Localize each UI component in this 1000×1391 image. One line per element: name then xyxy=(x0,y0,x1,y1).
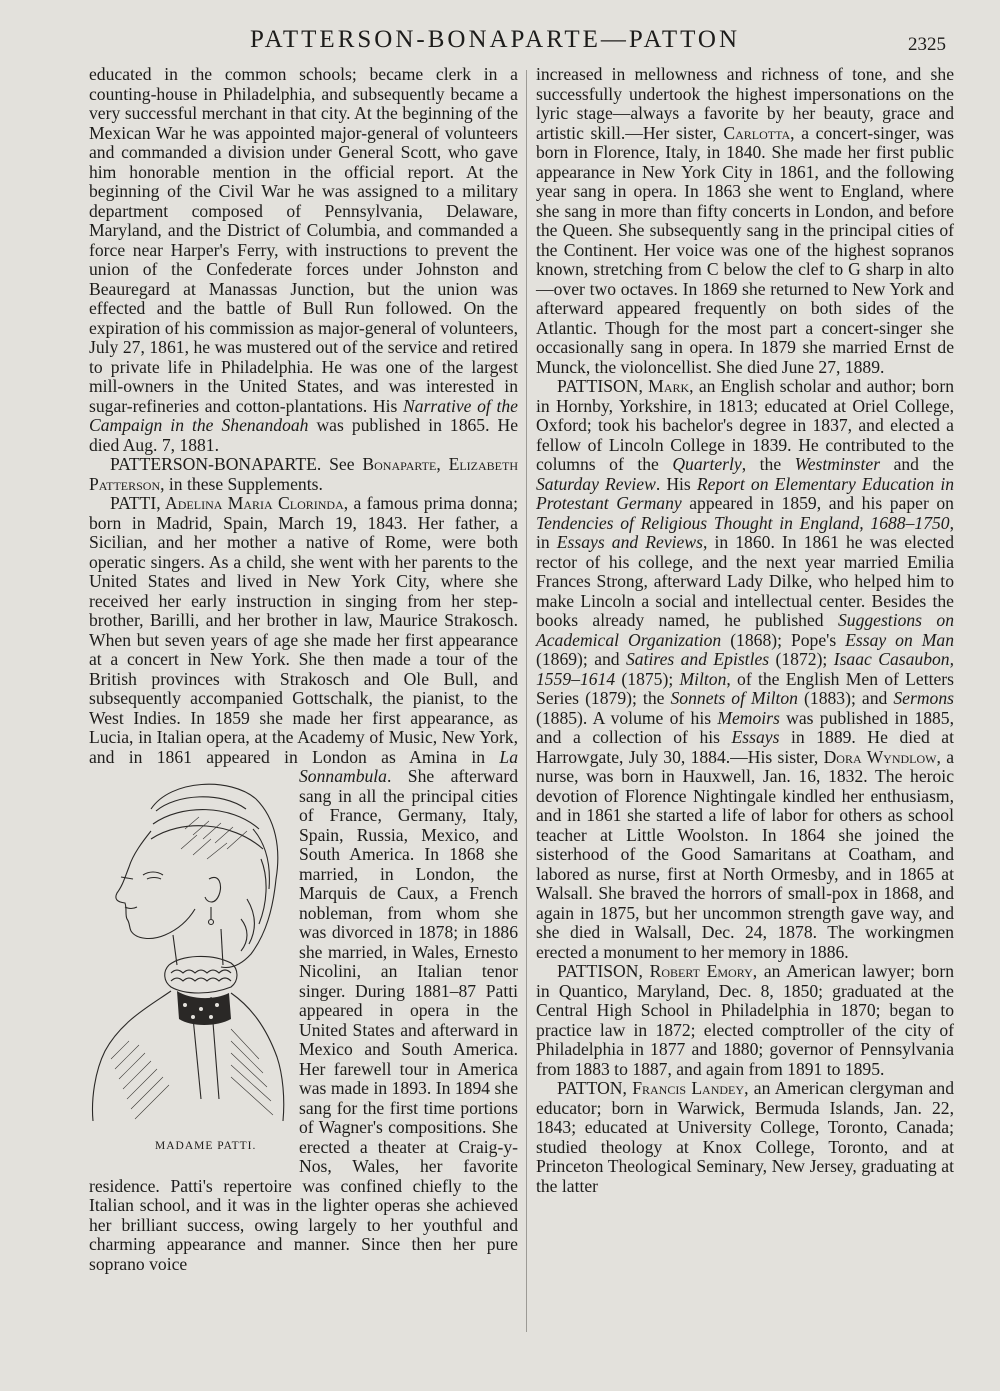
book-title: Suggestions on Academical Organization xyxy=(536,610,954,650)
book-title: Sonnets of Milton xyxy=(670,688,798,708)
book-title: Essays xyxy=(731,727,780,747)
entry-text: increased in mellowness and richness of tone, and she successfully undertook the highest impersonations on the lyric stage—always a favorite by her beauty, grace and artistic skill.—Her sister, xyxy=(536,64,954,143)
entry-text: , an American lawyer; born in Quantico, Maryland, Dec. 8, 1850; graduated at the Central High School in Philadelphia in 1870; began to practice law in 1872; elected comptroller of the city of Philadelphia in 1877 and 1880; governor of Pennsylvania from 1883 to 1887, and again from 1891 to 1895. xyxy=(536,961,954,1079)
entry-text: See xyxy=(321,454,363,474)
entry-text: and the xyxy=(880,454,954,474)
entry-headword: PATTI, xyxy=(110,493,161,513)
opera-title: La Sonnambula xyxy=(299,746,518,786)
entry-headword: PATTERSON-BONAPARTE. xyxy=(110,454,322,474)
right-column xyxy=(536,65,954,1196)
entry-headword: PATTISON, xyxy=(557,961,643,981)
entry-text: (1872); xyxy=(769,649,834,669)
entry-text: in 1889. He died at Harrowgate, July 30, 1884.—His sister, xyxy=(536,727,954,767)
entry-text: , an English scholar and author; born in Hornby, Yorkshire, in 1813; educated at Oriel College, Oxford; took his bachelor's degree in 1837, and elected a fellow of Lincoln College in 1839. He contributed to the columns of the xyxy=(536,376,954,474)
periodical-title: Saturday Review xyxy=(536,473,656,494)
entry-text: . His xyxy=(655,473,697,494)
entry-text: , in 1860. In 1861 he was elected rector of his college, and the next year married Emilia Frances Strong, afterward Lady Dilke, who helped him to make Lincoln a social and intellectual center. Besides the books already named, he published xyxy=(536,532,954,630)
entry-text: educated in the common schools; became clerk in a counting-house in Philadelphia, and subsequently became a very successful merchant in that city. At the beginning of the Mexican War he was appointed major-general of volunteers and commanded a division under General Scott, who gave him honorable mention in the official report. At the beginning of the Civil War he was assigned to a military department composed of Pennsylvania, Delaware, Maryland, and the District of Columbia, and commanded a force near Harper's Ferry, with instructions to prevent the union of the Confederate forces under Johnston and Beauregard at Manassas Junction, but the union was effected and the battle of Bull Run followed. On the expiration of his commission as major-general of volunteers, July 27, 1861, he was mustered out of the service and retired to private life in Philadelphia. He was one of the largest mill-owners in the United States, and was interested in sugar-refineries and cotton-plantations. His xyxy=(89,64,518,416)
book-title: Isaac Casaubon, 1559–1614 xyxy=(536,649,954,689)
pattison-mark-entry xyxy=(536,377,954,962)
entry-text: (1875); xyxy=(615,668,680,689)
entry-text: , the xyxy=(741,454,795,474)
patterson-entry-continuation xyxy=(89,65,518,455)
book-title: Sermons xyxy=(893,688,954,708)
entry-text: (1885). A volume of his xyxy=(536,707,718,728)
entry-text: , a famous prima donna; born in Madrid, Spain, March 19, 1843. Her father, a Sicilian, and her mother a native of Rome, were both operatic singers. As a child, she went with her parents to the United States and lived in New York City, where she received her early instruction in singing from her step-brother, Barilli, and her brother in law, Maurice Strakosch. When but seven years of age she made her first appearance at a concert in New York. She then made a tour of the British provinces with Strakosch and Ole Bull, and subsequently accompanied Gottschalk, the pianist, to the West Indies. In 1859 she made her first appearance, as Lucia, in Italian opera, at the Academy of Music, New York, and in 1861 appeared in London as Amina in xyxy=(89,493,518,767)
entry-text: , a nurse, was born in Hauxwell, Jan. 16, 1832. The heroic devotion of Florence Nightingale kindled her enthusiasm, and in 1861 she started a life of labor for others as school teacher at Little Woolston. In 1864 she joined the sisterhood of the Good Samaritans at Coatham, and labored as nurse, first at North Ormesby, and in 1865 at Walsall. She braved the horrors of small-pox in 1868, and again in 1875, but her uncommon strength gave way, and she died in Walsall, Dec. 24, 1878. The workingmen erected a monument to her memory in 1886. xyxy=(536,746,954,962)
entry-headword: PATTISON, xyxy=(557,376,643,396)
madame-patti-portrait xyxy=(81,769,293,1139)
entry-text: was published in 1865. He died Aug. 7, 1881. xyxy=(89,415,519,455)
page-number: 2325 xyxy=(908,34,946,55)
book-title: Narrative of the Campaign in the Shenandoah xyxy=(89,395,518,435)
patti-entry-continuation xyxy=(536,65,954,377)
sub-entry-name: Dora Wyndlow xyxy=(823,746,937,767)
cross-reference: Bonaparte, Elizabeth Patterson xyxy=(89,454,518,494)
entry-text: . She afterward sang in all the principal cities of France, Germany, Italy, Spain, Russia, Mexico, and South America. In 1868 she married, in London, the Marquis de Caux, a French nobleman, from whom she was divorced in 1878; in 1886 she married, in Wales, Ernesto Nicolini, an Italian tenor singer. During 1881–87 Patti appeared in opera in the United States and afterward in Mexico and South America. Her farewell tour in America was made in 1893. In 1894 she sang for the first time portions of Wagner's compositions. She erected a theater at Craig-y-Nos, Wales, her favorite residence. Patti's repertoire was confined chiefly to the Italian school, and it was in the lighter operas she achieved her brilliant success, owing largely to her youthful and charming appearance and manner. Since then her pure soprano voice xyxy=(89,766,518,1274)
patton-entry xyxy=(536,1079,954,1196)
figure-caption: MADAME PATTI. xyxy=(155,1140,257,1152)
book-title: Memoirs xyxy=(717,707,780,728)
entry-text: (1883); and xyxy=(797,688,894,708)
left-column xyxy=(89,65,518,1274)
sub-entry-name: Carlotta xyxy=(723,122,791,143)
running-head: PATTERSON-BONAPARTE—PATTON xyxy=(250,26,741,53)
book-title: Milton xyxy=(679,668,727,689)
column-divider xyxy=(526,70,527,1332)
periodical-title: Westminster xyxy=(794,454,881,474)
book-title: Essay on Man xyxy=(845,629,954,650)
entry-headword: PATTON, xyxy=(557,1078,627,1098)
pattison-robert-entry xyxy=(536,962,954,1079)
entry-given-names: Robert Emory xyxy=(642,961,753,981)
entry-text: , in these Supplements. xyxy=(160,473,323,494)
entry-text: , in xyxy=(536,512,954,552)
book-title: Satires and Epistles xyxy=(626,649,770,669)
entry-text: was published in 1885, and a collection of his xyxy=(536,707,954,747)
entry-text: (1868); Pope's xyxy=(721,629,846,650)
entry-text: , of the English Men of Letters Series (1879); the xyxy=(536,668,955,708)
portrait-figure xyxy=(81,769,293,1159)
entry-text: (1869); and xyxy=(536,649,626,669)
patti-entry xyxy=(89,494,518,1274)
patterson-bonaparte-entry xyxy=(89,455,518,494)
entry-text: appeared in 1859, and his paper on xyxy=(681,493,954,513)
entry-given-names: Adelina Maria Clorinda xyxy=(160,493,344,513)
entry-text: , a concert-singer, was born in Florence, Italy, in 1840. She made her first public appearance in New York City in 1861, and the following year sang in opera. In 1863 she went to England, where she sang in more than fifty concerts in London, and before the Queen. She subsequently sang in the principal cities of the Continent. Her voice was one of the highest sopranos known, stretching from C below the clef to G sharp in alto—over two octaves. In 1869 she returned to New York and afterward appeared frequently on both sides of the Atlantic. Though for the most part a concert-singer she occasionally sang in opera. In 1879 she married Ernst de Munck, the violoncellist. She died June 27, 1889. xyxy=(536,122,954,377)
entry-text: , an American clergyman and educator; born in Warwick, Bermuda Islands, Jan. 22, 1843; educated at University College, Toronto, Canada; studied theology at Knox College, Toronto, and at Princeton Theological Seminary, New Jersey, graduating at the latter xyxy=(536,1078,954,1196)
entry-given-names: Mark xyxy=(642,376,690,396)
entry-given-names: Francis Landey xyxy=(626,1078,745,1098)
book-title: Report on Elementary Education in Protestant Germany xyxy=(536,473,955,513)
book-title: Essays and Reviews xyxy=(556,532,703,552)
periodical-title: Quarterly xyxy=(672,454,742,474)
book-title: Tendencies of Religious Thought in England, 1688–1750 xyxy=(536,512,950,533)
